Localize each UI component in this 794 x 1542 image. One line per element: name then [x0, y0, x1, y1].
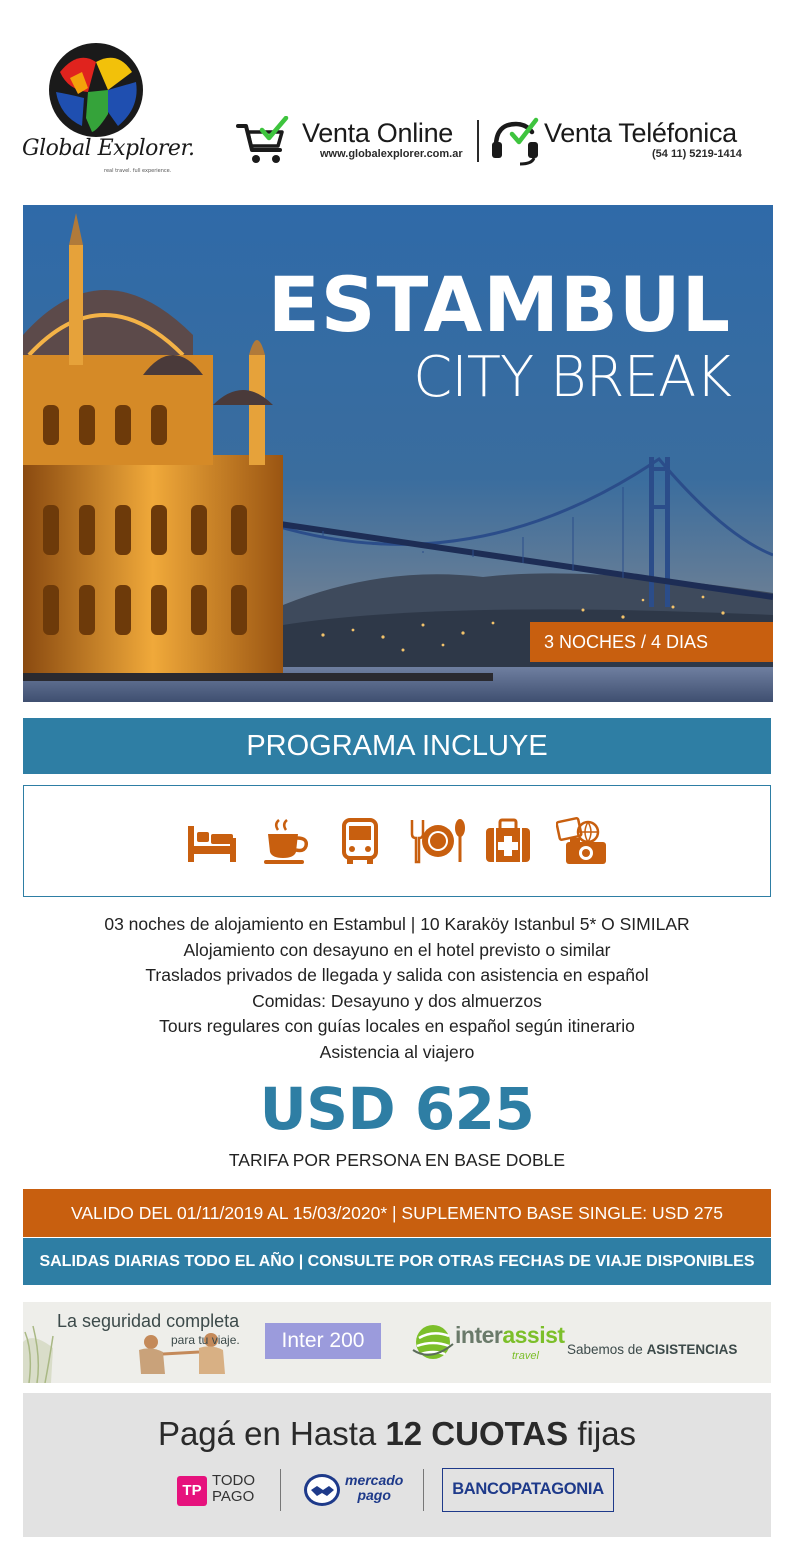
price-amount: USD 625: [259, 1075, 535, 1143]
hero-banner[interactable]: [23, 205, 773, 702]
destination-title: ESTAMBUL: [267, 260, 731, 349]
first-aid-kit-icon: [482, 816, 534, 866]
price-note: TARIFA POR PERSONA EN BASE DOBLE: [228, 1150, 566, 1170]
logo-wordmark: Global Explorer.: [22, 136, 195, 161]
headset-icon: [488, 116, 544, 166]
online-sales-block[interactable]: [236, 112, 466, 168]
includes-item: Tours regulares con guías locales en español según itinerario: [159, 1016, 635, 1036]
logo-divider: [280, 1469, 281, 1511]
installments-title: Pagá en Hasta 12 CUOTAS fijas: [157, 1415, 637, 1452]
meal-icon: [408, 816, 460, 866]
mercadopago-handshake-icon: [303, 1472, 341, 1508]
program-includes-heading: PROGRAMA INCLUYE: [23, 718, 771, 774]
program-includes-list: [0, 912, 794, 1065]
todopago-icon: TP: [177, 1476, 207, 1506]
phone-sales-block[interactable]: [488, 112, 758, 168]
payment-options-panel: [23, 1393, 771, 1537]
header-divider: [477, 120, 479, 162]
logo-globe-icon: [48, 42, 144, 138]
logo-tagline: real travel. full experience.: [104, 168, 172, 174]
payment-logos-row: [23, 1467, 771, 1513]
bus-icon: [334, 816, 386, 866]
coffee-cup-icon: [260, 816, 312, 866]
email-header: [0, 0, 794, 200]
interassist-travel-label: travel: [512, 1350, 539, 1362]
logo-divider: [423, 1469, 424, 1511]
sightseeing-camera-icon: [556, 816, 608, 866]
validity-bar: VALIDO DEL 01/11/2019 AL 15/03/2020* | SUPLEMENTO BASE SINGLE: USD 275: [23, 1189, 771, 1237]
insurance-headline: La seguridad completa: [57, 1311, 240, 1331]
online-sales-title: Venta Online: [302, 118, 454, 148]
trip-type-subtitle: CITY BREAK: [413, 345, 731, 410]
bed-icon: [186, 816, 238, 866]
amenities-box: [23, 785, 771, 897]
interassist-insurance-banner[interactable]: [23, 1302, 771, 1383]
insurance-slogan: Sabemos de ASISTENCIAS: [567, 1342, 738, 1357]
shopping-cart-icon: [236, 116, 292, 166]
phone-sales-title: Venta Teléfonica: [544, 118, 737, 148]
departures-bar: SALIDAS DIARIAS TODO EL AÑO | CONSULTE POR OTRAS FECHAS DE VIAJE DISPONIBLES: [23, 1238, 771, 1285]
global-explorer-logo[interactable]: [22, 40, 195, 180]
insurance-headline-sub: para tu viaje.: [171, 1333, 240, 1347]
duration-badge: 3 NOCHES / 4 DIAS: [530, 622, 773, 662]
todopago-logo[interactable]: TODO PAGO: [212, 1472, 256, 1505]
includes-item: Alojamiento con desayuno en el hotel previsto o similar: [183, 939, 611, 960]
includes-item: Asistencia al viajero: [319, 1041, 475, 1062]
website-link[interactable]: www.globalexplorer.com.ar: [320, 148, 463, 160]
phone-number[interactable]: (54 11) 5219-1414: [652, 148, 742, 160]
mercadopago-logo[interactable]: mercado pago: [345, 1472, 404, 1503]
interassist-wordmark: interassist: [455, 1322, 565, 1348]
includes-item: Comidas: Desayuno y dos almuerzos: [252, 990, 542, 1011]
insurance-plan-badge: Inter 200: [265, 1323, 381, 1359]
amenities-icons-row: [186, 816, 608, 866]
includes-item: 03 noches de alojamiento en Estambul | 10 Karaköy Istanbul 5* O SIMILAR: [104, 914, 690, 934]
interassist-globe-icon: [411, 1320, 455, 1364]
bancopatagonia-logo[interactable]: BANCOPATAGONIA: [442, 1468, 614, 1512]
includes-item: Traslados privados de llegada y salida con asistencia en español: [145, 965, 649, 985]
